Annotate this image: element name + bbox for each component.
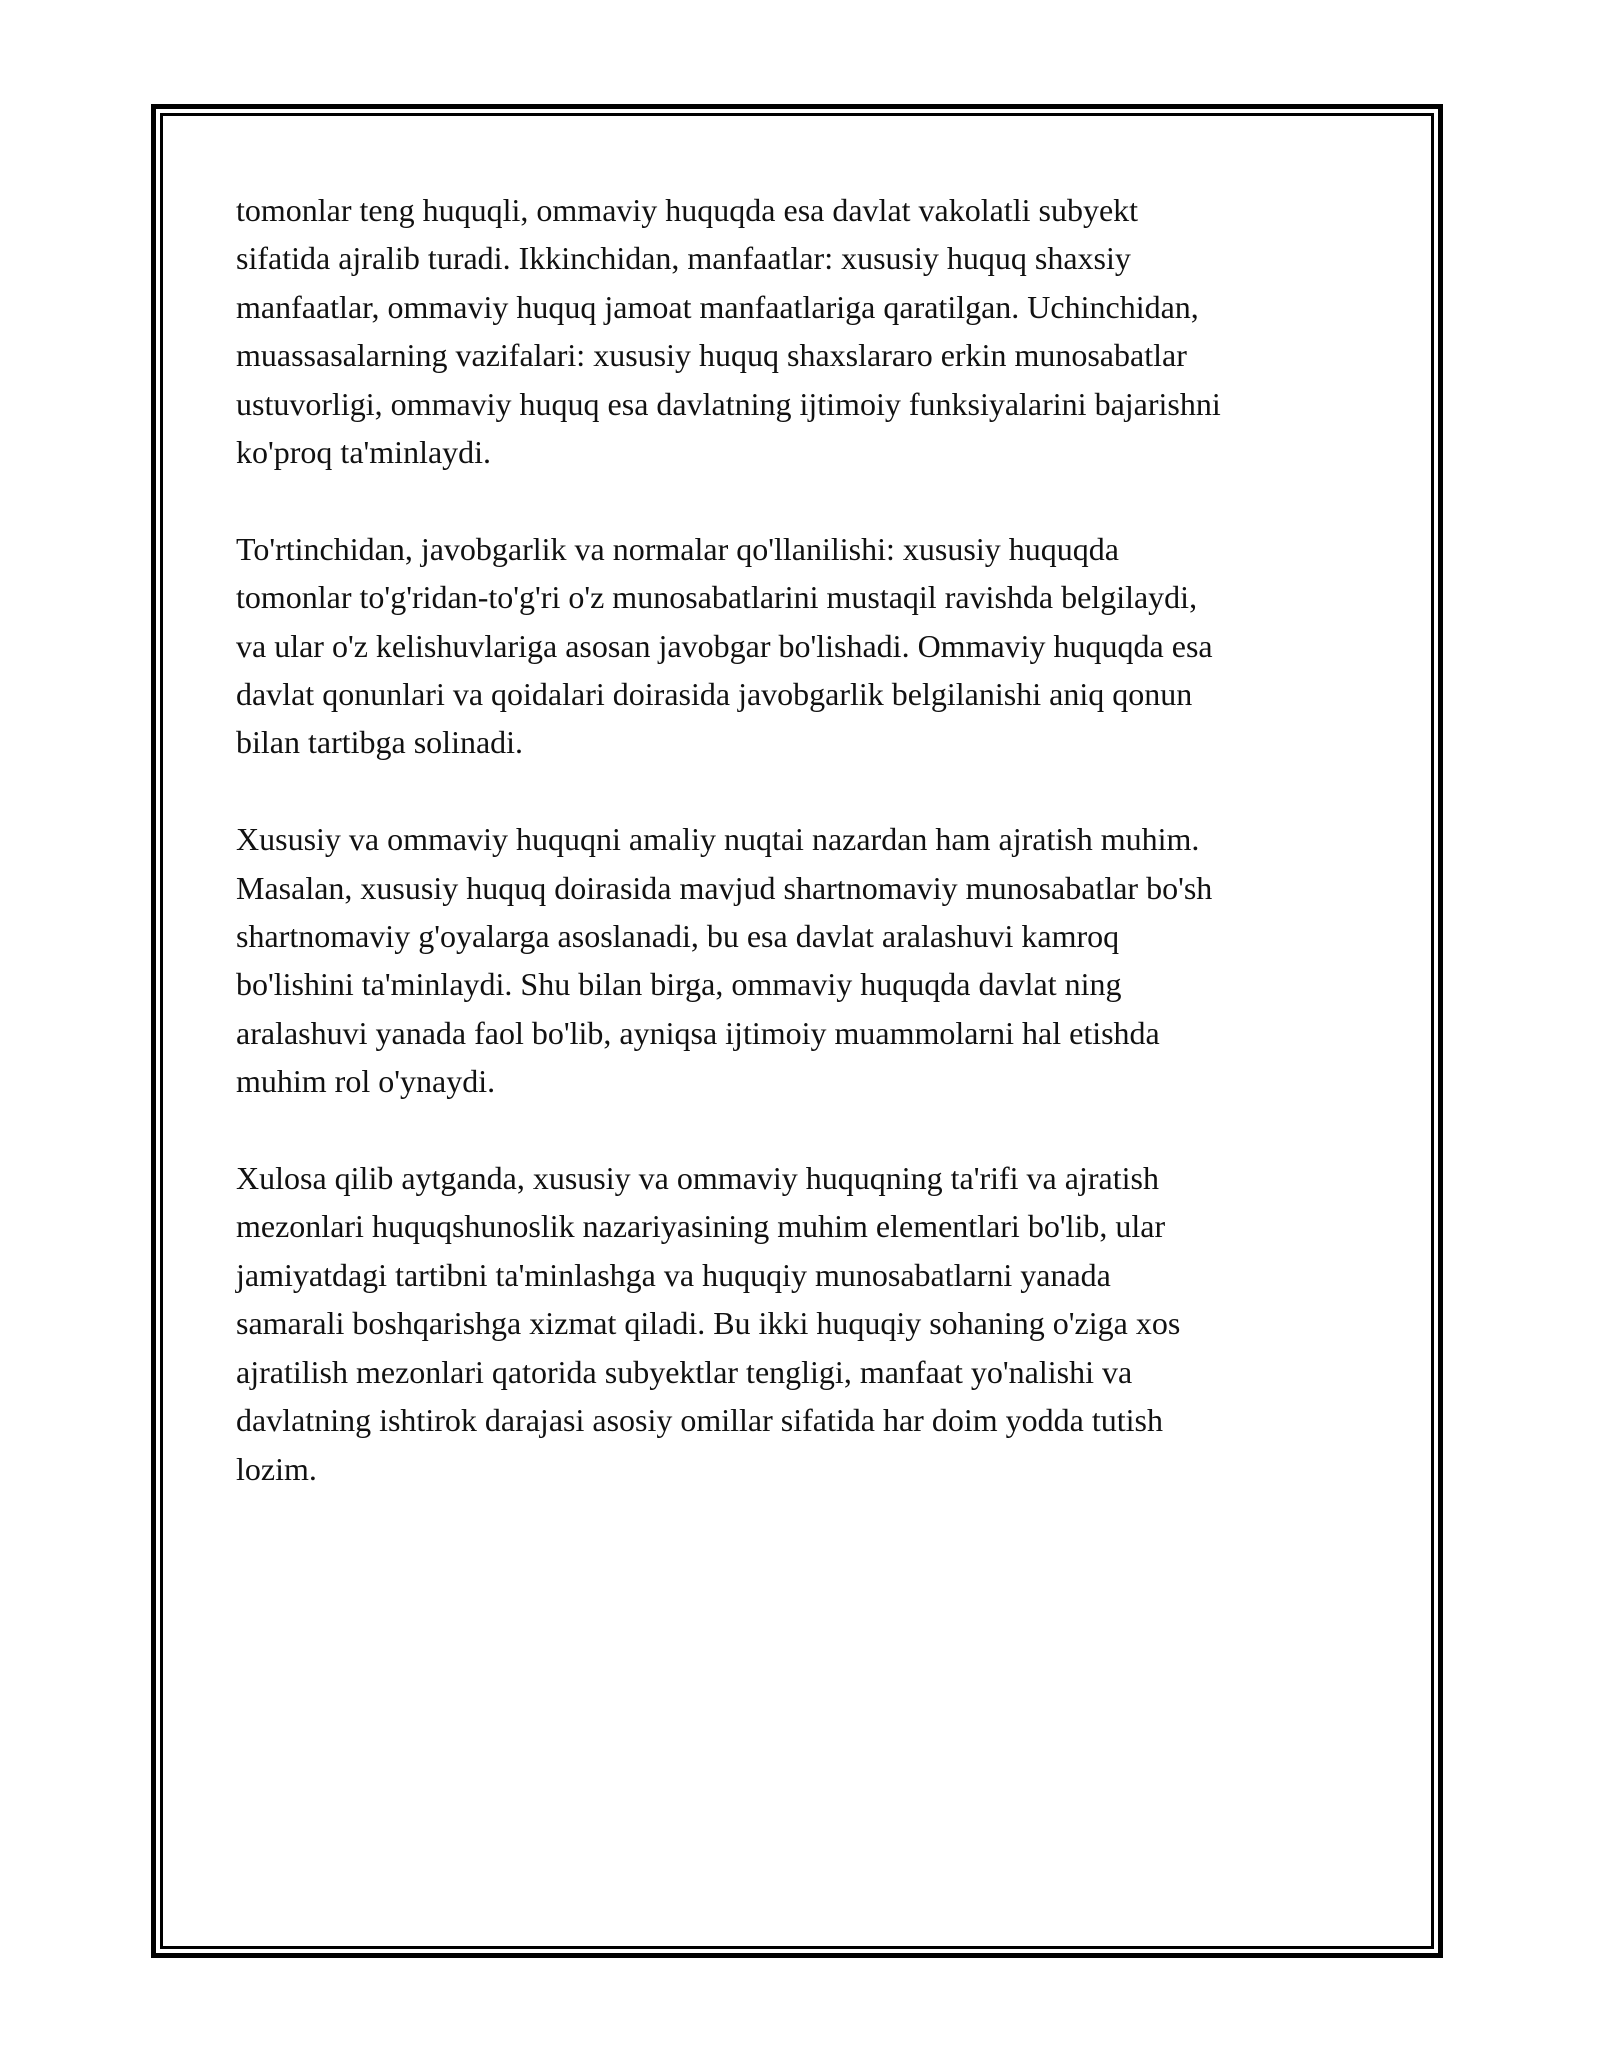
text-line: manfaatlar, ommaviy huquq jamoat manfaatlariga qaratilgan. Uchinchidan,: [236, 288, 1199, 325]
text-line: davlat qonunlari va qoidalari doirasida javobgarlik belgilanishi aniq qonun: [236, 676, 1193, 713]
text-line: va ular o'z kelishuvlariga asosan javobgar bo'lishadi. Ommaviy huquqda esa: [236, 627, 1213, 664]
document-body: [236, 186, 1366, 1541]
paragraph: [236, 1154, 1366, 1493]
text-line: Xulosa qilib aytganda, xususiy va ommaviy huquqning ta'rifi va ajratish: [236, 1160, 1159, 1197]
text-line: tomonlar teng huquqli, ommaviy huquqda esa davlat vakolatli subyekt: [236, 192, 1139, 228]
text-line: jamiyatdagi tartibni ta'minlashga va huquqiy munosabatlarni yanada: [236, 1256, 1111, 1293]
text-line: samarali boshqarishga xizmat qiladi. Bu ikki huquqiy sohaning o'ziga xos: [236, 1305, 1181, 1342]
text-line: bilan tartibga solinadi.: [236, 724, 524, 761]
text-line: mezonlari huquqshunoslik nazariyasining muhim elementlari bo'lib, ular: [236, 1208, 1166, 1245]
text-line: ko'proq ta'minlaydi.: [236, 434, 492, 471]
text-line: ustuvorligi, ommaviy huquq esa davlatning ijtimoiy funksiyalarini bajarishni: [236, 385, 1221, 422]
paragraph: [236, 525, 1366, 767]
text-line: To'rtinchidan, javobgarlik va normalar qo'llanilishi: xususiy huquqda: [236, 530, 1119, 567]
text-line: bo'lishini ta'minlaydi. Shu bilan birga, ommaviy huquqda davlat ning: [236, 966, 1122, 1003]
paragraph: [236, 815, 1366, 1105]
text-line: shartnomaviy g'oyalarga asoslanadi, bu esa davlat aralashuvi kamroq: [236, 918, 1120, 955]
text-line: muhim rol o'ynaydi.: [236, 1063, 496, 1100]
text-line: ajratilish mezonlari qatorida subyektlar tengligi, manfaat yo'nalishi va: [236, 1353, 1133, 1390]
paragraph: [236, 186, 1366, 476]
text-line: lozim.: [236, 1450, 317, 1487]
text-line: tomonlar to'g'ridan-to'g'ri o'z munosabatlarini mustaqil ravishda belgilaydi,: [236, 579, 1198, 616]
text-line: Xususiy va ommaviy huquqni amaliy nuqtai nazardan ham ajratish muhim.: [236, 821, 1200, 858]
text-line: sifatida ajralib turadi. Ikkinchidan, manfaatlar: xususiy huquq shaxsiy: [236, 240, 1131, 277]
text-line: Masalan, xususiy huquq doirasida mavjud shartnomaviy munosabatlar bo'sh: [236, 869, 1213, 906]
text-line: davlatning ishtirok darajasi asosiy omillar sifatida har doim yodda tutish: [236, 1402, 1163, 1439]
text-line: aralashuvi yanada faol bo'lib, ayniqsa ijtimoiy muammolarni hal etishda: [236, 1014, 1160, 1051]
text-line: muassasalarning vazifalari: xususiy huquq shaxslararo erkin munosabatlar: [236, 337, 1187, 374]
